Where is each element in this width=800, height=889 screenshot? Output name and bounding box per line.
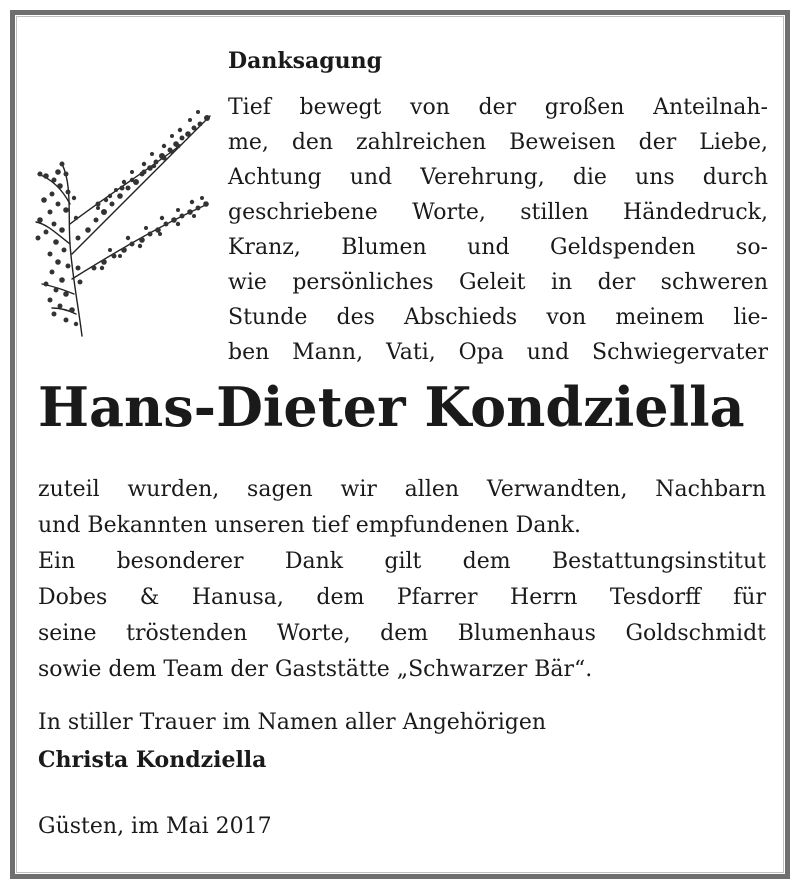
intro-line: me, den zahlreichen Beweisen der Liebe,: [228, 130, 768, 155]
place-date: Güsten, im Mai 2017: [38, 814, 272, 839]
body-line: Dobes & Hanusa, dem Pfarrer Herrn Tesdorff für: [38, 585, 766, 610]
intro-line: wie persönliches Geleit in der schweren: [228, 270, 768, 295]
body-line: sowie dem Team der Gaststätte „Schwarzer Bär“.: [38, 657, 593, 682]
intro-line: Achtung und Verehrung, die uns durch: [228, 165, 768, 190]
intro-line: geschriebene Worte, stillen Händedruck,: [228, 200, 768, 225]
mourning-line: In stiller Trauer im Namen aller Angehörigen: [38, 710, 547, 735]
body-line: und Bekannten unseren tief empfundenen Dank.: [38, 513, 581, 538]
intro-line: ben Mann, Vati, Opa und Schwiegervater: [228, 340, 768, 365]
notice-heading: Danksagung: [228, 48, 382, 74]
signer-name: Christa Kondziella: [38, 747, 267, 773]
body-line: zuteil wurden, sagen wir allen Verwandten, Nachbarn: [38, 477, 766, 502]
intro-line: Tief bewegt von der großen Anteilnah-: [228, 95, 768, 120]
leafy-branch-icon: [32, 104, 216, 344]
intro-line: Kranz, Blumen und Geldspenden so-: [228, 235, 768, 260]
intro-line: Stunde des Abschieds von meinem lie-: [228, 305, 768, 330]
deceased-name: Hans-Dieter Kondziella: [38, 375, 745, 439]
intro-paragraph: [228, 90, 768, 370]
thanks-paragraph: [38, 472, 766, 688]
body-line: Ein besonderer Dank gilt dem Bestattungsinstitut: [38, 549, 766, 574]
body-line: seine tröstenden Worte, dem Blumenhaus Goldschmidt: [38, 621, 766, 646]
